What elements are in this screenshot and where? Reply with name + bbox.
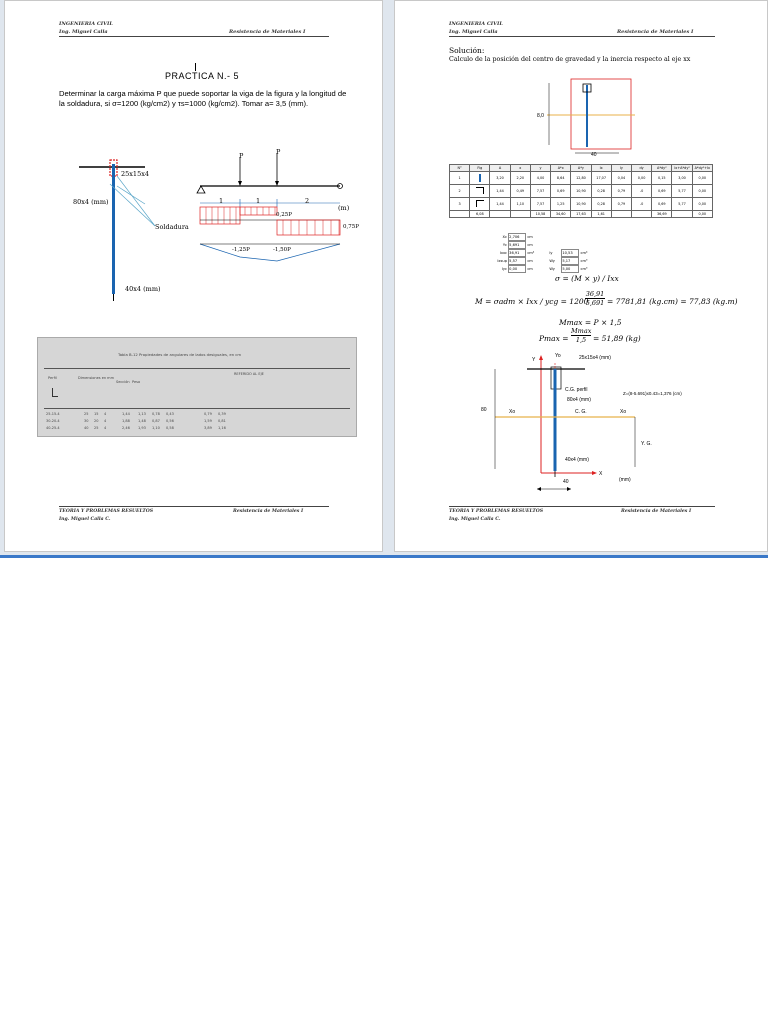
ycg-label: Y. G.	[641, 441, 652, 447]
scan-row: 25-15-4 25 15 4 1,44 1,13 0,78 0,43 0,79 0,39	[46, 412, 226, 416]
header-left-line2: Ing. Miguel Calla	[449, 29, 498, 35]
scan-header-4: REFERIDO AL EJE	[234, 372, 264, 376]
shear-label-1: 0,25P	[276, 212, 292, 218]
footer-rule	[449, 506, 715, 507]
equation-moment-den: 5,691	[585, 299, 605, 307]
span-1-label: 1	[219, 197, 224, 205]
unit-label: (m)	[338, 204, 350, 212]
scan-header-0: Perfil	[48, 376, 57, 380]
load-2-label: P	[276, 148, 281, 156]
scan-rule-1	[44, 368, 350, 369]
moment-label-1: -1,25P	[232, 247, 250, 253]
header-left-line1: INGENIERIA CIVIL	[59, 21, 113, 27]
section-figure	[65, 156, 185, 306]
summary-row: Ixxc 36,91 cm⁴ Iy 10,53 cm⁴	[499, 251, 588, 255]
footer-right: Resistencia de Materiales I	[621, 509, 692, 514]
figure-angle-right-icon	[470, 198, 490, 211]
figure-angle-left-icon	[470, 185, 490, 198]
equation-moment-fraction	[585, 290, 605, 307]
x-axis-label: X	[599, 471, 603, 477]
problem-statement: Determinar la carga máxima P que puede soportar la viga de la figura y la longitud de la soldadura, si σ=1200 (kg/cm2) y τs=1000 (kg/cm2). Tomar a= 3,5 (mm).	[59, 89, 347, 108]
footer-left-line1: TEORIA Y PROBLEMAS RESUELTOS	[59, 509, 154, 514]
summary-row: Ixsup 5,57 cm Wy 5,17 cm³	[497, 259, 588, 263]
centroid-table: N° Fig A x y A*x A*y Ix Iy dy A*dy² Ix+A*dy² A*dy²+Ix 1 3,20 2,20 4,00 8,64 12,80 17,07 0,04 0,00 0,15 3,00 0,00 2 1,44 0,49 7,57 0,69 10,90 0,28 0,79 -0 0,69 5,77 0,00 3 1,44 1,10 7,57 1,25 10,90 0,28 0,79 -0 0,69 5,77 0,00 6,08 10,58 34,60 17,63 1,61 36,69 0,00	[449, 164, 713, 218]
equation-moment-result: = 7781,81 (kg.cm) = 77,83 (kg.m)	[607, 297, 738, 306]
web-label: 80x4 (mm)	[567, 397, 591, 403]
solution-title: Solución:	[449, 46, 485, 55]
scan-row: 30-20-4 30 20 4 1,88 1,48 0,87 0,56 1,59 0,81	[46, 419, 226, 423]
web-label: 80x4 (mm)	[73, 198, 109, 206]
summary-row: Yc 5,691 cm	[502, 243, 533, 247]
header-right: Resistencia de Materiales I	[229, 29, 306, 35]
header-left-line2: Ing. Miguel Calla	[59, 29, 108, 35]
top-angle-label: 25x15x4	[121, 170, 150, 178]
small-diagram-width: 40	[591, 152, 597, 158]
scan-row: 40-25-4 40 25 4 2,46 1,93 1,10 0,58 3,89 1,16	[46, 426, 226, 430]
span-2-label: 1	[256, 197, 261, 205]
footer-left-line1: TEORIA Y PROBLEMAS RESUELTOS	[449, 509, 544, 514]
summary-row: Xc 2,706 cm	[502, 235, 533, 239]
xo-left-label: Xo	[509, 409, 516, 415]
scan-header-3: Peso	[132, 380, 141, 384]
height-label: 80	[481, 407, 487, 413]
equation-pmax-fraction	[571, 327, 591, 344]
summary-block	[491, 233, 641, 273]
table-totals-row: 6,08 10,58 34,60 17,63 1,61 36,69 0,00	[450, 211, 713, 218]
scan-caption: Tabla B-12 Propiedades de angulares de lados desiguales, en cm	[118, 352, 242, 357]
scan-angle-sketch	[52, 388, 58, 397]
header-left-line1: INGENIERIA CIVIL	[449, 21, 503, 27]
footer-left-line2: Ing. Miguel Calla C.	[59, 517, 111, 522]
scan-header-2: Sección	[116, 380, 130, 384]
page-title: PRACTICA N.- 5	[165, 71, 240, 81]
equation-sigma: σ = (M × y) / Ixx	[555, 274, 619, 283]
small-section-diagram	[535, 75, 655, 161]
viewer-bottom-border	[0, 555, 768, 558]
cg-label: C. G.	[575, 409, 587, 415]
cg-profile-label: C.G. perfil	[565, 387, 588, 393]
equation-pmax-den: 1,5	[575, 336, 587, 344]
weld-label: Soldadura	[155, 223, 189, 231]
equation-pmax-num: Mmax	[571, 327, 592, 335]
bottom-label: 40x4 (mm)	[565, 457, 589, 463]
footer-right: Resistencia de Materiales I	[233, 509, 304, 514]
equation-pmax-result: = 51,89 (kg)	[593, 334, 641, 343]
equation-mmax: Mmax = P × 1,5	[559, 318, 622, 327]
ycg-note: Z=(8-5.691)x0.43=1,376 (cm)	[623, 391, 682, 396]
small-diagram-height: 8,0	[537, 113, 544, 119]
solution-subtitle: Calculo de la posición del centro de gravedad y la inercia respecto al eje xx	[449, 56, 691, 63]
section-diagram	[485, 349, 675, 499]
footer-left-line2: Ing. Miguel Calla C.	[449, 517, 501, 522]
table-row: 3 1,44 1,10 7,57 1,25 10,90 0,28 0,79 -0 0,69 5,77 0,00	[450, 198, 713, 211]
scan-rule-2	[44, 408, 350, 409]
header-right: Resistencia de Materiales I	[617, 29, 694, 35]
table-row: 2 1,44 0,49 7,57 0,69 10,90 0,28 0,79 -0 0,69 5,77 0,00	[450, 185, 713, 198]
right-page	[394, 0, 768, 552]
scanned-table	[37, 337, 357, 437]
left-page	[4, 0, 383, 552]
header-rule	[59, 36, 329, 37]
header-rule	[449, 36, 715, 37]
width-label: 40	[563, 479, 569, 485]
equation-moment-lhs: M = σadm × Ixx / ycg = 1200	[475, 297, 589, 306]
xo-right-label: Xo	[620, 409, 627, 415]
figure-web-icon	[470, 172, 490, 185]
scan-rows	[44, 412, 350, 433]
top-angle-label: 25x15x4 (mm)	[579, 355, 611, 361]
moment-label-2: -1,50P	[273, 247, 291, 253]
title-tick	[195, 63, 196, 71]
scan-header-1: Dimensiones en mm	[78, 376, 114, 380]
y-axis-label: Y	[532, 357, 536, 363]
summary-row: Iyc 0,00 cm Wy 5,00 cm³	[501, 267, 588, 271]
load-1-label: P	[239, 152, 244, 160]
equation-moment-num: 36,91	[585, 290, 605, 298]
yo-label: Yo	[555, 353, 561, 359]
footer-rule	[59, 506, 329, 507]
shear-label-2: 0,75P	[343, 224, 359, 230]
unit-label: (mm)	[619, 477, 631, 483]
span-3-label: 2	[305, 197, 310, 205]
bottom-label: 40x4 (mm)	[125, 285, 161, 293]
table-row: 1 3,20 2,20 4,00 8,64 12,80 17,07 0,04 0,00 0,15 3,00 0,00	[450, 172, 713, 185]
equation-pmax-lhs: Pmax =	[539, 334, 569, 343]
